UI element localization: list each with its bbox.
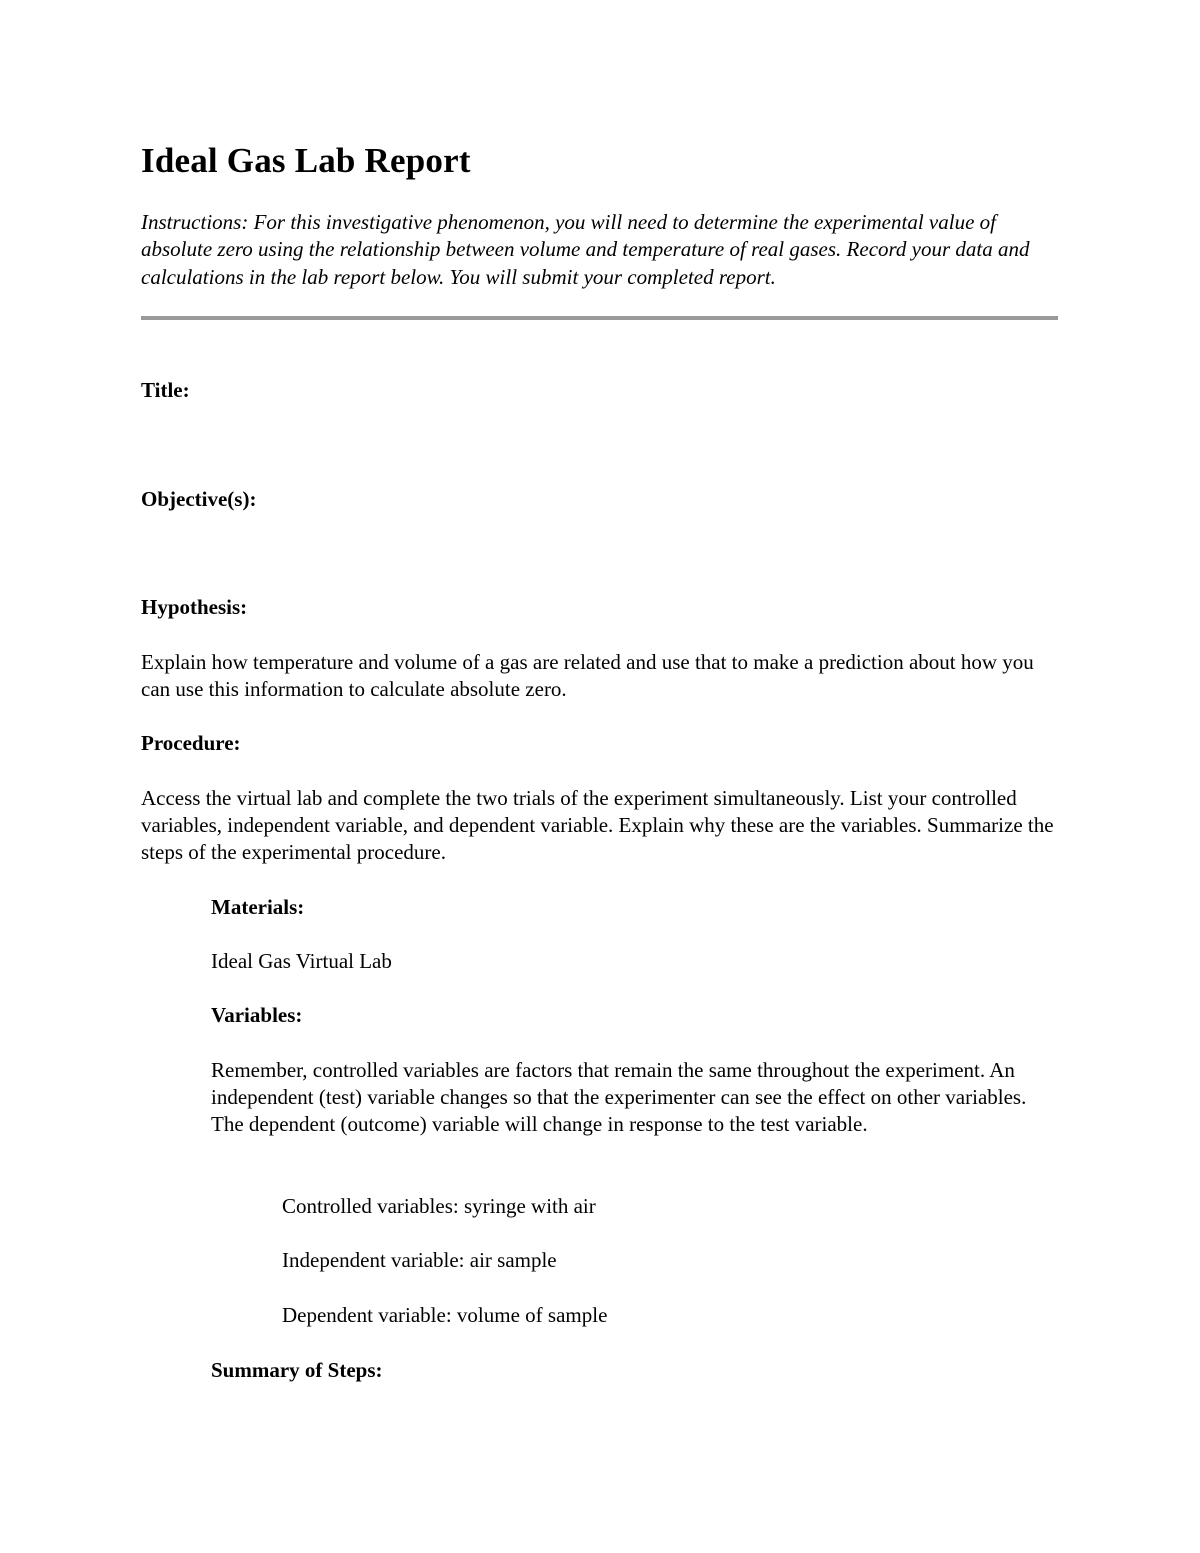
title-label: Title:: [141, 378, 190, 402]
variables-text: Remember, controlled variables are factors that remain the same throughout the experiment. An independent (test) variable changes so that the experimenter can see the effect on other variables. The dependent (outcome) variable will change in response to the test variable.: [211, 1058, 1027, 1136]
objectives-label: Objective(s):: [141, 487, 257, 511]
controlled-variables-text: Controlled variables: syringe with air: [282, 1194, 596, 1218]
procedure-text: Access the virtual lab and complete the two trials of the experiment simultaneously. List your controlled variables, independent variable, and dependent variable. Explain why these are the variables. Summarize the steps of the experimental procedure.: [141, 786, 1054, 864]
variables-label: Variables:: [211, 1003, 303, 1027]
hypothesis-text: Explain how temperature and volume of a gas are related and use that to make a prediction about how you can use this information to calculate absolute zero.: [141, 650, 1034, 701]
materials-label: Materials:: [211, 895, 305, 919]
independent-variable-text: Independent variable: air sample: [282, 1248, 557, 1272]
hypothesis-label: Hypothesis:: [141, 595, 248, 619]
procedure-label: Procedure:: [141, 731, 241, 755]
dependent-variable-text: Dependent variable: volume of sample: [282, 1303, 608, 1327]
summary-of-steps-label: Summary of Steps:: [211, 1358, 383, 1382]
divider-line: [141, 316, 1058, 320]
document-title: Ideal Gas Lab Report: [141, 141, 471, 180]
materials-text: Ideal Gas Virtual Lab: [211, 949, 392, 973]
instructions-text: Instructions: For this investigative phenomenon, you will need to determine the experimental value of absolute zero using the relationship between volume and temperature of real gases. Record your data and calculations in the lab report below. You will submit your completed report.: [141, 210, 1030, 289]
